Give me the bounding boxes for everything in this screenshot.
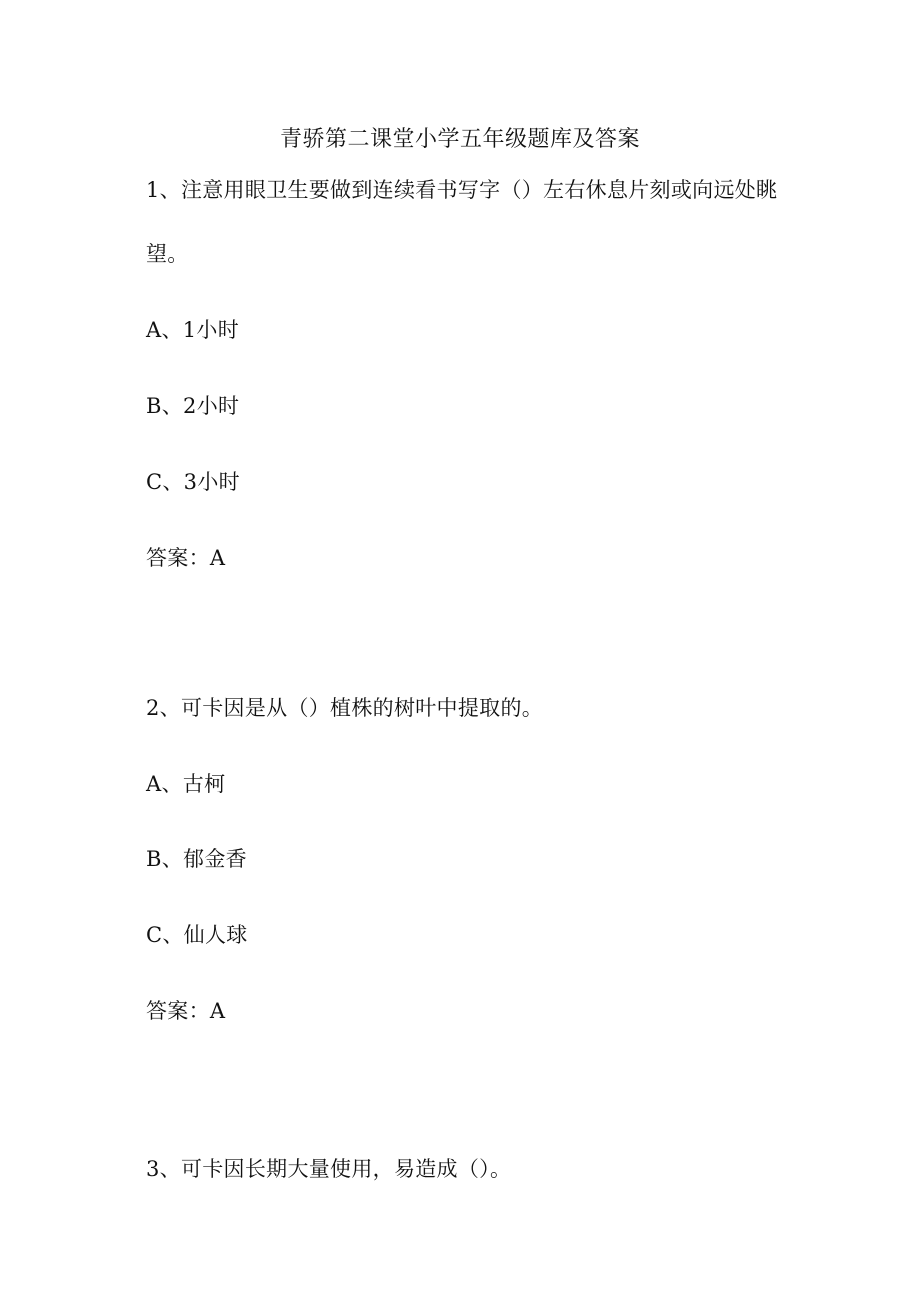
question-1-answer: 答案：A [146, 546, 226, 570]
question-2-stem: 2、可卡因是从（）植株的树叶中提取的。 [146, 696, 544, 720]
document-title: 青骄第二课堂小学五年级题库及答案 [279, 127, 640, 152]
question-1-option-c: C、3小时 [146, 470, 240, 494]
question-1-option-b: B、2小时 [146, 394, 240, 418]
question-1-stem: 1、注意用眼卫生要做到连续看书写字（）左右休息片刻或向远处眺望。 [146, 178, 778, 266]
question-1-option-a: A、1小时 [146, 318, 240, 342]
question-2-option-a: A、古柯 [146, 772, 226, 796]
question-2-option-c: C、仙人球 [146, 923, 248, 947]
question-2-option-b: B、郁金香 [146, 847, 247, 871]
question-3-stem: 3、可卡因长期大量使用，易造成（）。 [146, 1157, 512, 1181]
question-2-answer: 答案：A [146, 999, 226, 1023]
